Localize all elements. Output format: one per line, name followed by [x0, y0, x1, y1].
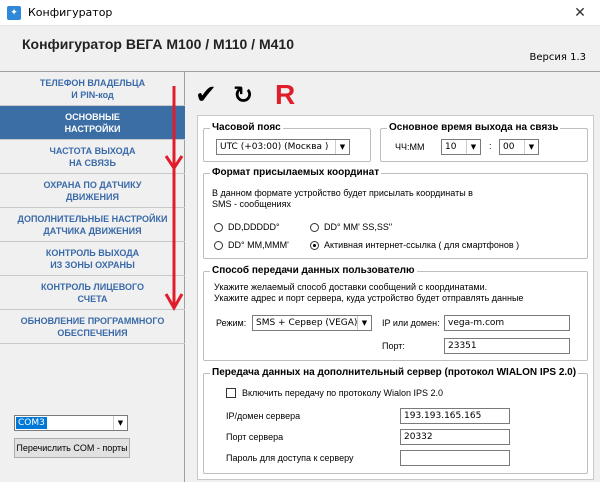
server-port-input[interactable]: 20332 [400, 429, 510, 445]
wialon-enable-checkbox[interactable] [226, 388, 236, 398]
coords-option-dms[interactable] [310, 223, 319, 232]
transfer-description: Укажите желаемый способ доставки сообщений с координатами. Укажите адрес и порт сервера, куда устройство будет отправлять данные [214, 282, 524, 303]
sidebar-item-firmware-update[interactable]: ОБНОВЛЕНИЕ ПРОГРАММНОГО ОБЕСПЕЧЕНИЯ [0, 310, 185, 344]
close-button[interactable] [560, 0, 600, 26]
base-time-group [380, 122, 588, 162]
annotation-arrow [160, 82, 190, 382]
coords-group [203, 167, 588, 259]
header [0, 26, 600, 72]
coords-description: В данном формате устройство будет присылать координаты в SMS - сообщениях [212, 188, 473, 209]
chevron-down-icon: ▼ [466, 140, 480, 154]
sidebar [0, 72, 185, 482]
chevron-down-icon: ▼ [113, 416, 127, 430]
coords-option-dm[interactable] [214, 241, 223, 250]
chevron-down-icon: ▼ [335, 140, 349, 154]
sidebar-item-motion-extra[interactable]: ДОПОЛНИТЕЛЬНЫЕ НАСТРОЙКИ ДАТЧИКА ДВИЖЕНИЯ [0, 208, 185, 242]
hours-select[interactable]: 10 ▼ [441, 139, 481, 155]
title-bar [0, 0, 600, 26]
app-icon: ✦ [7, 6, 21, 20]
chevron-down-icon: ▼ [357, 316, 371, 330]
sidebar-item-main-settings[interactable]: ОСНОВНЫЕ НАСТРОЙКИ [0, 106, 185, 140]
timezone-select[interactable]: UTC (+03:00) (Москва ) ▼ [216, 139, 350, 155]
wialon-enable-label: Включить передачу по протоколу Wialon IPS 2.0 [242, 388, 444, 398]
minutes-select[interactable]: 00 ▼ [499, 139, 539, 155]
reload-button[interactable] [233, 80, 263, 110]
reset-button[interactable] [275, 80, 305, 110]
coords-option-dms-label: DD° MM' SS,SS" [324, 222, 393, 232]
coords-option-dm-label: DD° MM,MMM' [228, 240, 289, 250]
coords-option-link-label: Активная интернет-ссылка ( для смартфонов ) [324, 240, 520, 250]
timezone-group [203, 122, 371, 162]
toolbar [195, 80, 315, 110]
sidebar-item-motion-guard[interactable]: ОХРАНА ПО ДАТЧИКУ ДВИЖЕНИЯ [0, 174, 185, 208]
settings-panel [197, 115, 594, 480]
mode-select[interactable]: SMS + Сервер (VEGA) ▼ [252, 315, 372, 331]
sidebar-item-owner-phone[interactable]: ТЕЛЕФОН ВЛАДЕЛЬЦА И PIN-код [0, 72, 185, 106]
mode-label: Режим: [216, 318, 247, 328]
chevron-down-icon: ▼ [524, 140, 538, 154]
sidebar-item-zone-control[interactable]: КОНТРОЛЬ ВЫХОДА ИЗ ЗОНЫ ОХРАНЫ [0, 242, 185, 276]
server-input[interactable]: 193.193.165.165 [400, 408, 510, 424]
port-label: Порт: [382, 341, 405, 351]
coords-title: Формат присылаемых координат [212, 167, 380, 178]
extra-server-group [203, 367, 588, 474]
ip-label: IP или домен: [382, 318, 440, 328]
transfer-group [203, 265, 588, 361]
server-label: IP/домен сервера [226, 411, 301, 421]
timezone-title: Часовой пояс [212, 122, 281, 133]
time-separator: : [489, 141, 492, 151]
com-port-select[interactable]: COM3 ▼ [14, 415, 128, 431]
r-logo-icon: R [275, 79, 296, 110]
extra-server-title: Передача данных на дополнительный сервер (протокол WIALON IPS 2.0) [212, 367, 577, 378]
transfer-title: Способ передачи данных пользователю [212, 265, 415, 276]
sidebar-item-report-frequency[interactable]: ЧАСТОТА ВЫХОДА НА СВЯЗЬ [0, 140, 185, 174]
redo-icon: ↻ [233, 81, 254, 109]
ip-input[interactable]: vega-m.com [444, 315, 570, 331]
coords-option-dd-label: DD,DDDDD° [228, 222, 280, 232]
sidebar-item-balance-control[interactable]: КОНТРОЛЬ ЛИЦЕВОГО СЧЕТА [0, 276, 185, 310]
check-icon: ✔ [195, 80, 217, 110]
base-time-title: Основное время выхода на связь [389, 122, 559, 133]
password-input[interactable] [400, 450, 510, 466]
close-icon: ✕ [574, 5, 586, 21]
coords-option-dd[interactable] [214, 223, 223, 232]
enumerate-com-button[interactable]: Перечислить COM - порты [14, 438, 130, 458]
port-input[interactable]: 23351 [444, 338, 570, 354]
app-heading: Конфигуратор ВЕГА М100 / М110 / М410 [22, 36, 294, 52]
server-port-label: Порт сервера [226, 432, 284, 442]
window-title: Конфигуратор [28, 6, 113, 19]
version-label: Версия 1.3 [529, 52, 586, 63]
coords-option-link[interactable] [310, 241, 319, 250]
password-label: Пароль для доступа к серверу [226, 453, 354, 463]
save-button[interactable] [195, 80, 225, 110]
time-format-label: ЧЧ:ММ [395, 142, 425, 152]
